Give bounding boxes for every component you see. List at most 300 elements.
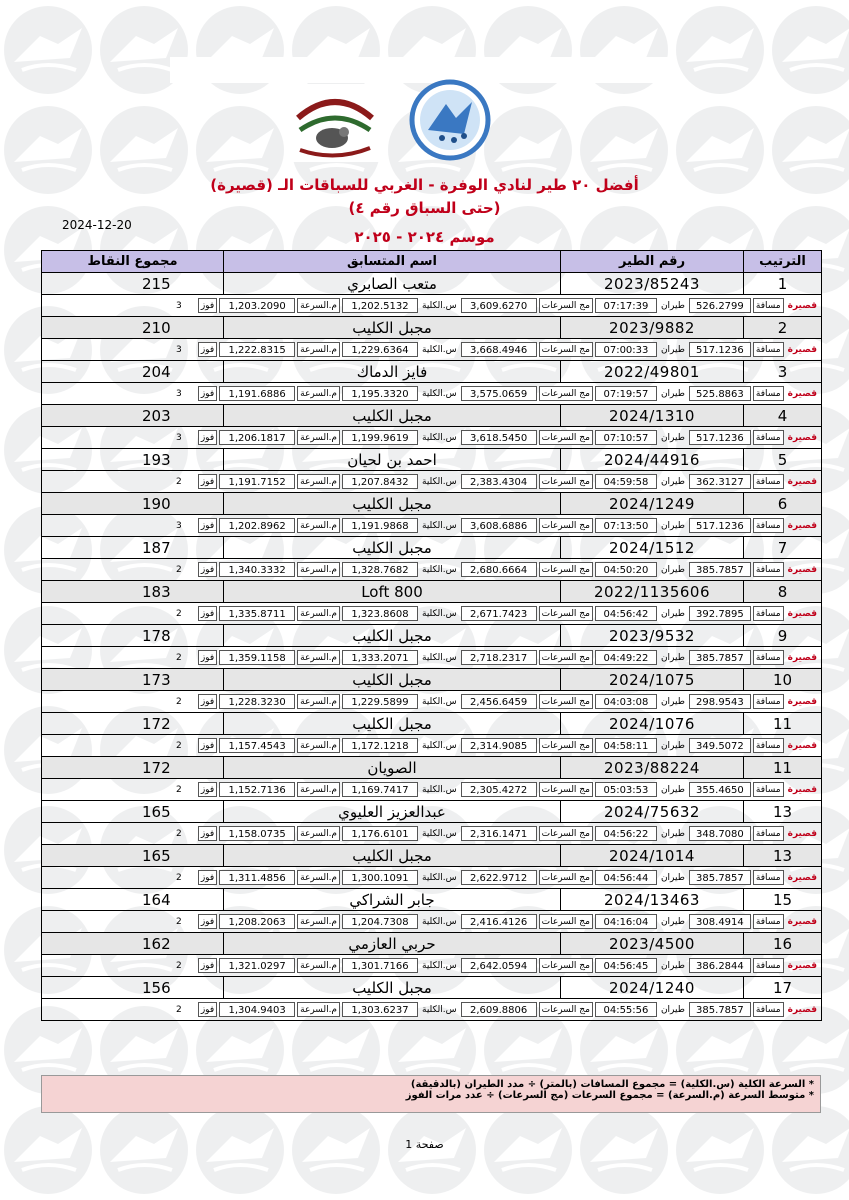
detail-cell	[42, 383, 822, 405]
wins-label: فوز	[198, 958, 217, 973]
pigeon-detail-row	[42, 867, 822, 889]
speeds-sum-value: 3,618.5450	[461, 430, 537, 445]
pigeon-detail-row	[42, 471, 822, 493]
kuwait-pigeon-club-logo	[290, 84, 380, 162]
rank-cell: 15	[744, 889, 822, 911]
total-speed-value: 1,202.5132	[342, 298, 418, 313]
speeds-sum-value: 3,668.4946	[461, 342, 537, 357]
flight-time-value: 04:56:42	[595, 606, 657, 621]
total-speed-label: س.الكلية	[422, 476, 457, 487]
category-label: قصيرة	[787, 872, 817, 883]
distance-value: 517.1236	[689, 342, 751, 357]
flight-time-value: 07:10:57	[595, 430, 657, 445]
flight-time-value: 04:55:56	[595, 1002, 657, 1017]
avg-speed-value: 1,191.7152	[219, 474, 295, 489]
flight-label: طيران	[660, 520, 685, 531]
total-speed-value: 1,195.3320	[342, 386, 418, 401]
flight-label: طيران	[660, 828, 685, 839]
rank-cell: 3	[744, 361, 822, 383]
pigeon-detail-row	[42, 339, 822, 361]
distance-label: مسافة	[753, 298, 784, 313]
pigeon-summary-row	[42, 273, 822, 295]
avg-speed-label: م.السرعة	[297, 430, 340, 445]
flight-label: طيران	[660, 388, 685, 399]
distance-value: 349.5072	[689, 738, 751, 753]
total-speed-value: 1,323.8608	[342, 606, 418, 621]
distance-value: 526.2799	[689, 298, 751, 313]
report-title: أفضل ٢٠ طير لنادي الوفرة - الغربي للسباقات الـ (قصيرة)	[210, 176, 639, 194]
ring-number-cell: 2024/1512	[561, 537, 744, 559]
rank-cell: 6	[744, 493, 822, 515]
category-label: قصيرة	[787, 564, 817, 575]
flight-label: طيران	[660, 740, 685, 751]
pigeon-summary-row	[42, 713, 822, 735]
rank-cell: 7	[744, 537, 822, 559]
points-cell: 215	[42, 273, 224, 295]
pigeon-detail-row	[42, 383, 822, 405]
speeds-sum-label: مج السرعات	[539, 694, 593, 709]
points-cell: 187	[42, 537, 224, 559]
points-cell: 203	[42, 405, 224, 427]
speeds-sum-value: 2,642.0594	[461, 958, 537, 973]
page-number: صفحة 1	[405, 1138, 444, 1151]
competitor-name-cell: مجبل الكليب	[224, 669, 561, 691]
season-label: موسم ٢٠٢٤ - ٢٠٢٥	[354, 228, 495, 246]
flight-time-value: 07:00:33	[595, 342, 657, 357]
category-label: قصيرة	[787, 828, 817, 839]
competitor-name-cell: مجبل الكليب	[224, 317, 561, 339]
competitor-name-cell: مجبل الكليب	[224, 713, 561, 735]
avg-speed-label: م.السرعة	[297, 562, 340, 577]
avg-speed-value: 1,157.4543	[219, 738, 295, 753]
total-speed-label: س.الكلية	[422, 344, 457, 355]
avg-speed-value: 1,321.0297	[219, 958, 295, 973]
category-label: قصيرة	[787, 388, 817, 399]
speeds-sum-value: 2,305.4272	[461, 782, 537, 797]
ring-number-cell: 2024/75632	[561, 801, 744, 823]
wins-value: 2	[175, 828, 182, 839]
wins-label: فوز	[198, 738, 217, 753]
flight-label: طيران	[660, 784, 685, 795]
rank-cell: 2	[744, 317, 822, 339]
total-speed-label: س.الكلية	[422, 388, 457, 399]
total-speed-value: 1,204.7308	[342, 914, 418, 929]
ring-number-cell: 2024/13463	[561, 889, 744, 911]
flight-label: طيران	[660, 432, 685, 443]
points-cell: 193	[42, 449, 224, 471]
pigeon-detail-row	[42, 603, 822, 625]
avg-speed-value: 1,152.7136	[219, 782, 295, 797]
distance-label: مسافة	[753, 518, 784, 533]
report-subtitle: (حتى السباق رقم ٤)	[348, 199, 501, 217]
category-label: قصيرة	[787, 520, 817, 531]
avg-speed-label: م.السرعة	[297, 342, 340, 357]
avg-speed-label: م.السرعة	[297, 606, 340, 621]
total-speed-value: 1,172.1218	[342, 738, 418, 753]
points-cell: 204	[42, 361, 224, 383]
points-cell: 173	[42, 669, 224, 691]
detail-cell	[42, 471, 822, 493]
speeds-sum-label: مج السرعات	[539, 474, 593, 489]
total-speed-value: 1,176.6101	[342, 826, 418, 841]
flight-label: طيران	[660, 960, 685, 971]
ring-number-cell: 2024/1240	[561, 977, 744, 999]
competitor-name-cell: عبدالعزيز العليوي	[224, 801, 561, 823]
ring-number-cell: 2024/1249	[561, 493, 744, 515]
total-speed-value: 1,229.6364	[342, 342, 418, 357]
pigeon-detail-row	[42, 515, 822, 537]
avg-speed-label: م.السرعة	[297, 650, 340, 665]
distance-value: 385.7857	[689, 562, 751, 577]
pigeon-summary-row	[42, 845, 822, 867]
total-speed-label: س.الكلية	[422, 652, 457, 663]
rank-cell: 10	[744, 669, 822, 691]
header-name: اسم المتسابق	[224, 251, 561, 273]
flight-time-value: 04:16:04	[595, 914, 657, 929]
flight-time-value: 04:49:22	[595, 650, 657, 665]
category-label: قصيرة	[787, 784, 817, 795]
category-label: قصيرة	[787, 432, 817, 443]
category-label: قصيرة	[787, 652, 817, 663]
speeds-sum-value: 2,316.1471	[461, 826, 537, 841]
speeds-sum-value: 2,383.4304	[461, 474, 537, 489]
total-speed-label: س.الكلية	[422, 520, 457, 531]
wins-value: 2	[175, 916, 182, 927]
ring-number-cell: 2023/4500	[561, 933, 744, 955]
points-cell: 162	[42, 933, 224, 955]
avg-speed-value: 1,206.1817	[219, 430, 295, 445]
avg-speed-value: 1,359.1158	[219, 650, 295, 665]
competitor-name-cell: مجبل الكليب	[224, 493, 561, 515]
ring-number-cell: 2023/9882	[561, 317, 744, 339]
pigeon-detail-row	[42, 823, 822, 845]
category-label: قصيرة	[787, 696, 817, 707]
flight-time-value: 04:58:11	[595, 738, 657, 753]
pigeon-detail-row	[42, 691, 822, 713]
speeds-sum-value: 2,314.9085	[461, 738, 537, 753]
points-cell: 210	[42, 317, 224, 339]
detail-cell	[42, 779, 822, 801]
wins-value: 2	[175, 564, 182, 575]
pigeon-summary-row	[42, 933, 822, 955]
competitor-name-cell: مجبل الكليب	[224, 977, 561, 999]
ring-number-cell: 2022/1135606	[561, 581, 744, 603]
points-cell: 156	[42, 977, 224, 999]
total-speed-value: 1,199.9619	[342, 430, 418, 445]
wins-label: فوز	[198, 1002, 217, 1017]
competitor-name-cell: جابر الشراكي	[224, 889, 561, 911]
speeds-sum-value: 3,609.6270	[461, 298, 537, 313]
avg-speed-label: م.السرعة	[297, 298, 340, 313]
avg-speed-label: م.السرعة	[297, 386, 340, 401]
competitor-name-cell: احمد بن لحيان	[224, 449, 561, 471]
avg-speed-value: 1,222.8315	[219, 342, 295, 357]
speeds-sum-value: 2,456.6459	[461, 694, 537, 709]
flight-time-value: 04:56:44	[595, 870, 657, 885]
detail-cell	[42, 823, 822, 845]
speeds-sum-label: مج السرعات	[539, 914, 593, 929]
competitor-name-cell: حربي العازمي	[224, 933, 561, 955]
speeds-sum-label: مج السرعات	[539, 298, 593, 313]
flight-time-value: 04:03:08	[595, 694, 657, 709]
ring-number-cell: 2022/49801	[561, 361, 744, 383]
speeds-sum-label: مج السرعات	[539, 650, 593, 665]
rank-cell: 9	[744, 625, 822, 647]
pigeon-summary-row	[42, 581, 822, 603]
points-cell: 190	[42, 493, 224, 515]
speeds-sum-label: مج السرعات	[539, 1002, 593, 1017]
total-speed-label: س.الكلية	[422, 696, 457, 707]
detail-cell	[42, 735, 822, 757]
ring-number-cell: 2024/1075	[561, 669, 744, 691]
total-speed-label: س.الكلية	[422, 872, 457, 883]
points-cell: 172	[42, 713, 224, 735]
detail-cell	[42, 339, 822, 361]
distance-value: 308.4914	[689, 914, 751, 929]
wins-value: 3	[175, 344, 182, 355]
avg-speed-value: 1,340.3332	[219, 562, 295, 577]
detail-cell	[42, 559, 822, 581]
wins-label: فوز	[198, 650, 217, 665]
rank-cell: 11	[744, 713, 822, 735]
competitor-name-cell: مجبل الكليب	[224, 405, 561, 427]
pigeon-detail-row	[42, 647, 822, 669]
wins-label: فوز	[198, 562, 217, 577]
distance-label: مسافة	[753, 694, 784, 709]
avg-speed-value: 1,304.9403	[219, 1002, 295, 1017]
competitor-name-cell: الصويان	[224, 757, 561, 779]
distance-label: مسافة	[753, 826, 784, 841]
competitor-name-cell: مجبل الكليب	[224, 537, 561, 559]
distance-label: مسافة	[753, 958, 784, 973]
wins-value: 2	[175, 608, 182, 619]
competitor-name-cell: مجبل الكليب	[224, 625, 561, 647]
flight-time-value: 07:19:57	[595, 386, 657, 401]
pigeon-summary-row	[42, 977, 822, 999]
flight-label: طيران	[660, 696, 685, 707]
speeds-sum-value: 2,671.7423	[461, 606, 537, 621]
pigeon-summary-row	[42, 889, 822, 911]
total-speed-label: س.الكلية	[422, 740, 457, 751]
flight-label: طيران	[660, 564, 685, 575]
wins-value: 2	[175, 784, 182, 795]
category-label: قصيرة	[787, 960, 817, 971]
distance-label: مسافة	[753, 562, 784, 577]
flight-label: طيران	[660, 916, 685, 927]
distance-value: 525.8863	[689, 386, 751, 401]
pigeon-detail-row	[42, 295, 822, 317]
speeds-sum-label: مج السرعات	[539, 958, 593, 973]
detail-cell	[42, 603, 822, 625]
distance-label: مسافة	[753, 474, 784, 489]
wins-label: فوز	[198, 474, 217, 489]
wins-value: 2	[175, 652, 182, 663]
avg-speed-label: م.السرعة	[297, 782, 340, 797]
pigeon-summary-row	[42, 405, 822, 427]
avg-speed-value: 1,208.2063	[219, 914, 295, 929]
avg-speed-label: م.السرعة	[297, 474, 340, 489]
competitor-name-cell: متعب الصابري	[224, 273, 561, 295]
distance-value: 385.7857	[689, 1002, 751, 1017]
speeds-sum-label: مج السرعات	[539, 606, 593, 621]
total-speed-label: س.الكلية	[422, 300, 457, 311]
rank-cell: 17	[744, 977, 822, 999]
wins-value: 3	[175, 388, 182, 399]
rank-cell: 16	[744, 933, 822, 955]
speeds-sum-label: مج السرعات	[539, 782, 593, 797]
club-logos	[260, 78, 500, 168]
speeds-sum-value: 3,575.0659	[461, 386, 537, 401]
wins-label: فوز	[198, 782, 217, 797]
wins-value: 2	[175, 872, 182, 883]
pigeon-detail-row	[42, 911, 822, 933]
rank-cell: 5	[744, 449, 822, 471]
pigeon-summary-row	[42, 669, 822, 691]
detail-cell	[42, 427, 822, 449]
wafra-club-logo	[412, 82, 488, 158]
competitor-name-cell: Loft 800	[224, 581, 561, 603]
total-speed-label: س.الكلية	[422, 916, 457, 927]
flight-time-value: 04:56:22	[595, 826, 657, 841]
points-cell: 178	[42, 625, 224, 647]
category-label: قصيرة	[787, 608, 817, 619]
avg-speed-value: 1,203.2090	[219, 298, 295, 313]
distance-value: 392.7895	[689, 606, 751, 621]
total-speed-label: س.الكلية	[422, 608, 457, 619]
header-points: مجموع النقاط	[42, 251, 224, 273]
detail-cell	[42, 955, 822, 977]
rank-cell: 8	[744, 581, 822, 603]
speeds-sum-label: مج السرعات	[539, 562, 593, 577]
distance-value: 362.3127	[689, 474, 751, 489]
pigeon-summary-row	[42, 361, 822, 383]
total-speed-value: 1,328.7682	[342, 562, 418, 577]
distance-value: 517.1236	[689, 518, 751, 533]
distance-label: مسافة	[753, 430, 784, 445]
pigeon-summary-row	[42, 537, 822, 559]
distance-value: 348.7080	[689, 826, 751, 841]
wins-value: 3	[175, 432, 182, 443]
detail-cell	[42, 867, 822, 889]
flight-label: طيران	[660, 872, 685, 883]
wins-label: فوز	[198, 518, 217, 533]
ring-number-cell: 2023/88224	[561, 757, 744, 779]
header-rank: الترتيب	[744, 251, 822, 273]
pigeon-detail-row	[42, 559, 822, 581]
legend-line-2: * متوسط السرعة (م.السرعة) = مجموع السرعات (مج السرعات) ÷ عدد مرات الفوز	[405, 1090, 814, 1101]
detail-cell	[42, 999, 822, 1021]
table-header-row	[42, 251, 822, 273]
wins-value: 2	[175, 1004, 182, 1015]
ring-number-cell: 2024/44916	[561, 449, 744, 471]
total-speed-value: 1,300.1091	[342, 870, 418, 885]
rank-cell: 1	[744, 273, 822, 295]
rank-cell: 13	[744, 845, 822, 867]
flight-time-value: 04:56:45	[595, 958, 657, 973]
distance-label: مسافة	[753, 782, 784, 797]
total-speed-value: 1,301.7166	[342, 958, 418, 973]
category-label: قصيرة	[787, 916, 817, 927]
avg-speed-value: 1,158.0735	[219, 826, 295, 841]
speeds-sum-label: مج السرعات	[539, 870, 593, 885]
avg-speed-value: 1,311.4856	[219, 870, 295, 885]
distance-value: 385.7857	[689, 870, 751, 885]
flight-label: طيران	[660, 476, 685, 487]
total-speed-label: س.الكلية	[422, 828, 457, 839]
wins-label: فوز	[198, 298, 217, 313]
category-label: قصيرة	[787, 344, 817, 355]
speeds-sum-label: مج السرعات	[539, 826, 593, 841]
speeds-sum-value: 2,680.6664	[461, 562, 537, 577]
pigeon-summary-row	[42, 449, 822, 471]
avg-speed-label: م.السرعة	[297, 738, 340, 753]
avg-speed-label: م.السرعة	[297, 518, 340, 533]
rank-cell: 13	[744, 801, 822, 823]
total-speed-value: 1,303.6237	[342, 1002, 418, 1017]
distance-label: مسافة	[753, 738, 784, 753]
total-speed-label: س.الكلية	[422, 432, 457, 443]
distance-label: مسافة	[753, 606, 784, 621]
speeds-sum-label: مج السرعات	[539, 518, 593, 533]
avg-speed-label: م.السرعة	[297, 958, 340, 973]
total-speed-value: 1,333.2071	[342, 650, 418, 665]
ring-number-cell: 2024/1076	[561, 713, 744, 735]
flight-label: طيران	[660, 652, 685, 663]
pigeon-summary-row	[42, 493, 822, 515]
avg-speed-label: م.السرعة	[297, 826, 340, 841]
points-cell: 165	[42, 801, 224, 823]
total-speed-value: 1,229.5899	[342, 694, 418, 709]
total-speed-value: 1,169.7417	[342, 782, 418, 797]
wins-value: 2	[175, 740, 182, 751]
results-table	[41, 250, 822, 1021]
ring-number-cell: 2023/85243	[561, 273, 744, 295]
distance-label: مسافة	[753, 870, 784, 885]
competitor-name-cell: مجبل الكليب	[224, 845, 561, 867]
wins-value: 3	[175, 300, 182, 311]
pigeon-summary-row	[42, 625, 822, 647]
avg-speed-label: م.السرعة	[297, 1002, 340, 1017]
wins-label: فوز	[198, 606, 217, 621]
distance-value: 385.7857	[689, 650, 751, 665]
flight-time-value: 07:17:39	[595, 298, 657, 313]
avg-speed-value: 1,191.6886	[219, 386, 295, 401]
flight-time-value: 04:50:20	[595, 562, 657, 577]
flight-label: طيران	[660, 1004, 685, 1015]
speeds-sum-label: مج السرعات	[539, 738, 593, 753]
points-cell: 183	[42, 581, 224, 603]
avg-speed-value: 1,335.8711	[219, 606, 295, 621]
avg-speed-value: 1,228.3230	[219, 694, 295, 709]
wins-value: 2	[175, 476, 182, 487]
category-label: قصيرة	[787, 1004, 817, 1015]
distance-label: مسافة	[753, 1002, 784, 1017]
distance-label: مسافة	[753, 650, 784, 665]
avg-speed-label: م.السرعة	[297, 914, 340, 929]
pigeon-summary-row	[42, 317, 822, 339]
total-speed-label: س.الكلية	[422, 1004, 457, 1015]
detail-cell	[42, 515, 822, 537]
rank-cell: 4	[744, 405, 822, 427]
total-speed-label: س.الكلية	[422, 784, 457, 795]
ring-number-cell: 2023/9532	[561, 625, 744, 647]
wins-value: 2	[175, 696, 182, 707]
avg-speed-label: م.السرعة	[297, 694, 340, 709]
flight-label: طيران	[660, 344, 685, 355]
category-label: قصيرة	[787, 476, 817, 487]
total-speed-value: 1,207.8432	[342, 474, 418, 489]
distance-label: مسافة	[753, 914, 784, 929]
